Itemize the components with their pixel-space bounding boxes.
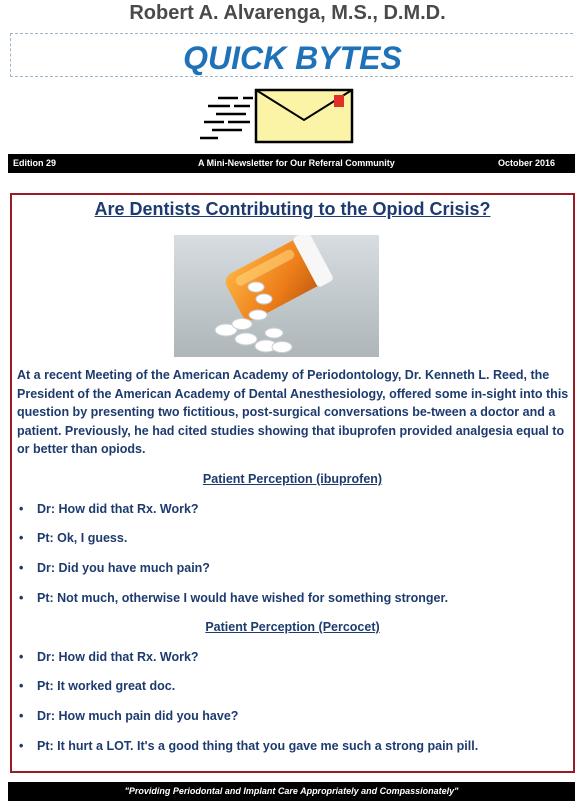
bullet-icon: • [19,679,24,693]
section-ibuprofen-title: Patient Perception (ibuprofen) [202,472,383,486]
edition-bar [8,154,575,173]
bullet-icon: • [19,531,24,545]
edition-number: Edition 29 [13,158,57,168]
edition-tagline: A Mini-Newsletter for Our Referral Community [198,158,395,168]
article-headline: Are Dentists Contributing to the Opiod Crisis? [94,199,491,219]
bullet-icon: • [19,591,24,605]
bullet-icon: • [19,739,24,753]
section-percocet-title: Patient Perception (Percocet) [205,620,380,634]
bullet-icon: • [19,561,24,575]
bullet-icon: • [19,709,24,723]
newsletter-title: QUICK BYTES [183,40,402,76]
envelope-stamp [334,95,344,107]
pill-bottle-photo [174,235,379,357]
footer-slogan-bar: "Providing Periodontal and Implant Care Appropriately and Compassionately" [8,782,575,801]
speed-lines [200,98,253,138]
edition-date: October 2016 [498,158,556,168]
article-intro: At a recent Meeting of the American Academy of Periodontology, Dr. Kenneth L. Reed, the President of the American Academy of Dental Anesthesiology, offered some in-sight into this question by presenting two fictitious, post-surgical conversations be-tween a doctor and a patient. Previously, he had cited studies showing that ibuprofen provided analgesia equal to or better than opiods. [17,368,569,456]
envelope-logo-icon [198,86,358,146]
bullet-icon: • [19,502,24,516]
bullet-icon: • [19,650,24,664]
author-name: Robert A. Alvarenga, M.S., D.M.D. [129,2,446,24]
